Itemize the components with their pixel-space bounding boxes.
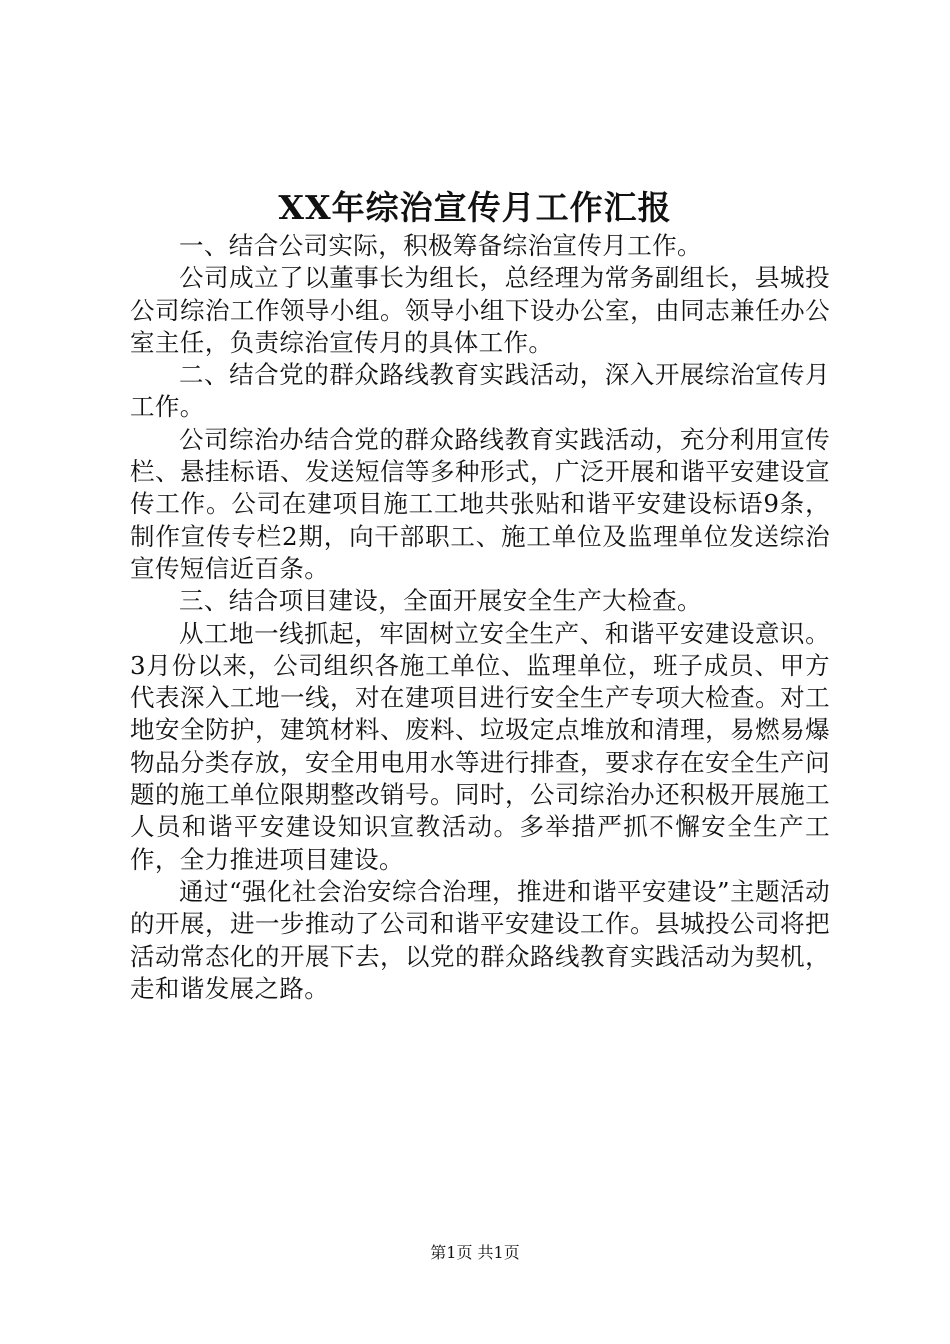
section-heading-1: 一、结合公司实际，积极筹备综治宣传月工作。 xyxy=(179,231,702,260)
body-paragraph-4: 通过“强化社会治安综合治理，推进和谐平安建设”主题活动的开展，进一步推动了公司和谐平安建设工作。县城投公司将把活动常态化的开展下去，以党的群众路线教育实践活动为契机，走和谐发展之路。 xyxy=(130,876,830,1003)
document-title: XX年综治宣传月工作汇报 xyxy=(278,188,672,227)
body-paragraph-1: 公司成立了以董事长为组长，总经理为常务副组长，县城投公司综治工作领导小组。领导小组下设办公室，由同志兼任办公室主任，负责综治宣传月的具体工作。 xyxy=(130,263,830,357)
section-heading-2: 二、结合党的群众路线教育实践活动，深入开展综治宣传月工作。 xyxy=(130,360,830,422)
body-paragraph-3: 从工地一线抓起，牢固树立安全生产、和谐平安建设意识。3月份以来，公司组织各施工单位、监理单位，班子成员、甲方代表深入工地一线，对在建项目进行安全生产专项大检查。对工地安全防护，建筑材料、废料、垃圾定点堆放和清理，易燃易爆物品分类存放，安全用电用水等进行排查，要求存在安全生产问题的施工单位限期整改销号。同时，公司综治办还积极开展施工人员和谐平安建设知识宣教活动。多举措严抓不懈安全生产工作，全力推进项目建设。 xyxy=(130,618,830,874)
page-footer: 第1页 共1页 xyxy=(430,1243,520,1262)
document-body xyxy=(130,230,830,1005)
section-heading-3: 三、结合项目建设，全面开展安全生产大检查。 xyxy=(179,586,702,616)
body-paragraph-2: 公司综治办结合党的群众路线教育实践活动，充分利用宣传栏、悬挂标语、发送短信等多种形式，广泛开展和谐平安建设宣传工作。公司在建项目施工工地共张贴和谐平安建设标语9条，制作宣传专栏2期，向干部职工、施工单位及监理单位发送综治宣传短信近百条。 xyxy=(130,424,830,583)
